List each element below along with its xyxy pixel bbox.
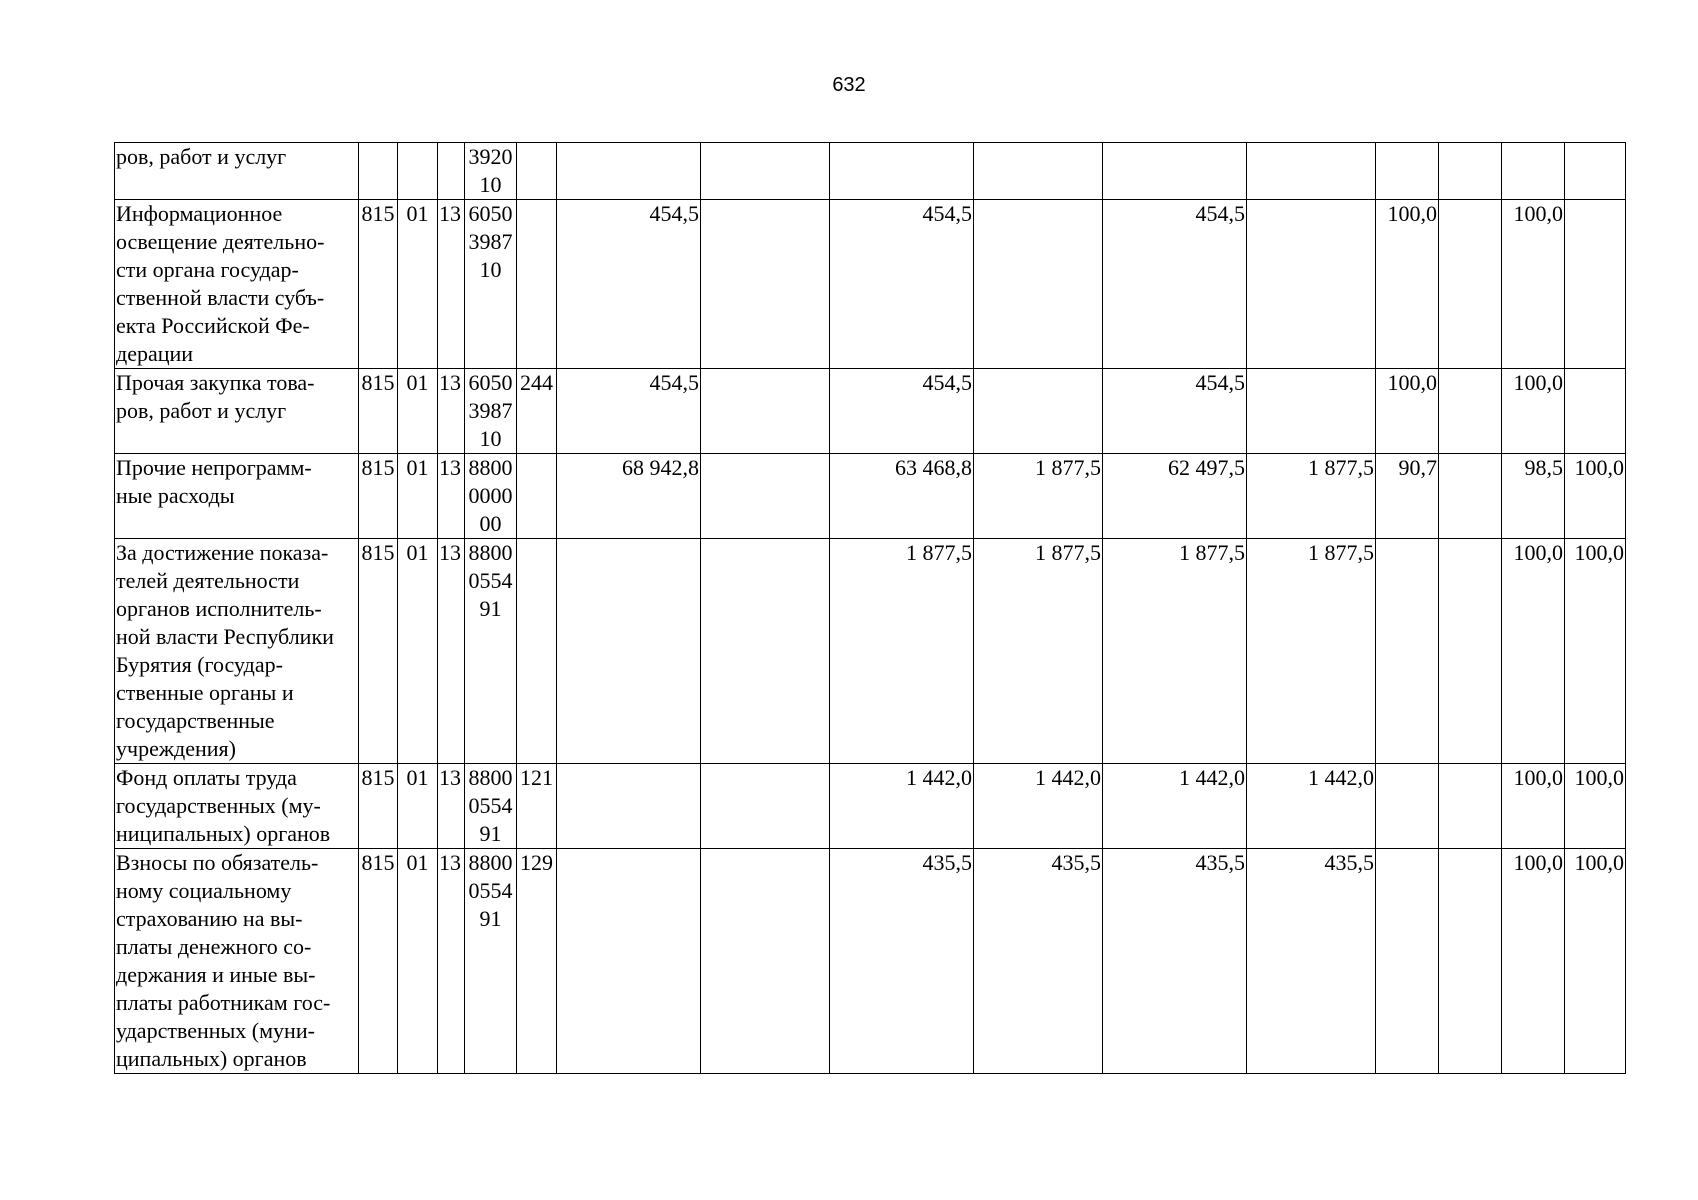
row-name-line: органов исполнитель- (116, 596, 322, 621)
amount-cell-c1: 454,5 (557, 369, 701, 454)
row-name-line: За достижение показа- (116, 540, 329, 565)
subsection-code: 13 (438, 764, 465, 849)
row-name-line: платы работникам гос- (116, 990, 331, 1015)
row-name-line: ному социальному (116, 878, 292, 903)
section-code (398, 143, 438, 200)
amount-cell-c9: 100,0 (1502, 849, 1565, 1074)
row-name-line: сти органа государ- (116, 257, 299, 282)
amount-cell-c4: 435,5 (974, 849, 1103, 1074)
subsection-code: 13 (438, 849, 465, 1074)
grbs-code: 815 (359, 849, 398, 1074)
expense-type-code (517, 454, 557, 539)
amount-cell-c9: 98,5 (1502, 454, 1565, 539)
amount-cell-c8 (1439, 200, 1502, 369)
row-name-line: телей деятельности (116, 568, 300, 593)
budget-table-body (115, 143, 1626, 1074)
row-name-line: ные расходы (116, 483, 235, 508)
amount-cell-c8 (1439, 849, 1502, 1074)
target-article-code (465, 143, 517, 200)
amount-cell-c3 (830, 143, 974, 200)
amount-cell-c3: 63 468,8 (830, 454, 974, 539)
target-article-code (465, 369, 517, 454)
target-article-code (465, 849, 517, 1074)
expense-type-code: 121 (517, 764, 557, 849)
row-name-line: ударственных (муни- (116, 1018, 315, 1043)
target-article-code-line: 10 (479, 426, 502, 451)
amount-cell-c5 (1103, 143, 1247, 200)
amount-cell-c8 (1439, 369, 1502, 454)
amount-cell-c10 (1565, 369, 1626, 454)
target-article-code-line: 3920 (468, 144, 513, 169)
amount-cell-c2 (701, 539, 830, 764)
expense-type-code (517, 200, 557, 369)
row-name-line: государственных (му- (116, 793, 321, 818)
row-name-line: ственной власти субъ- (116, 285, 325, 310)
section-code: 01 (398, 454, 438, 539)
amount-cell-c3: 435,5 (830, 849, 974, 1074)
target-article-code (465, 200, 517, 369)
section-code: 01 (398, 849, 438, 1074)
section-code: 01 (398, 369, 438, 454)
amount-cell-c4 (974, 369, 1103, 454)
subsection-code (438, 143, 465, 200)
row-name-line: Бурятия (государ- (116, 652, 283, 677)
amount-cell-c7 (1376, 849, 1439, 1074)
subsection-code: 13 (438, 454, 465, 539)
amount-cell-c1: 454,5 (557, 200, 701, 369)
row-name-line: ниципальных) органов (116, 821, 331, 846)
grbs-code: 815 (359, 764, 398, 849)
target-article-code-line: 91 (479, 821, 502, 846)
row-name-line: Взносы по обязатель- (116, 850, 319, 875)
amount-cell-c9 (1502, 143, 1565, 200)
amount-cell-c1 (557, 849, 701, 1074)
target-article-code-line: 8800 (468, 540, 513, 565)
amount-cell-c8 (1439, 539, 1502, 764)
table-row (115, 539, 1626, 764)
row-name-line: ров, работ и услуг (116, 144, 287, 169)
amount-cell-c1: 68 942,8 (557, 454, 701, 539)
grbs-code: 815 (359, 369, 398, 454)
amount-cell-c4: 1 442,0 (974, 764, 1103, 849)
amount-cell-c5: 435,5 (1103, 849, 1247, 1074)
row-name (115, 200, 359, 369)
expense-type-code (517, 143, 557, 200)
target-article-code (465, 764, 517, 849)
amount-cell-c4: 1 877,5 (974, 454, 1103, 539)
amount-cell-c5: 1 877,5 (1103, 539, 1247, 764)
amount-cell-c8 (1439, 454, 1502, 539)
row-name-line: Прочая закупка това- (116, 370, 315, 395)
amount-cell-c7: 90,7 (1376, 454, 1439, 539)
amount-cell-c10: 100,0 (1565, 454, 1626, 539)
subsection-code: 13 (438, 200, 465, 369)
amount-cell-c6: 1 877,5 (1247, 539, 1376, 764)
budget-table (114, 142, 1626, 1074)
row-name-line: государственные (116, 708, 275, 733)
target-article-code-line: 00 (479, 511, 502, 536)
row-name-line: ственные органы и (116, 680, 294, 705)
amount-cell-c9: 100,0 (1502, 539, 1565, 764)
amount-cell-c4 (974, 143, 1103, 200)
target-article-code-line: 8800 (468, 850, 513, 875)
amount-cell-c7 (1376, 764, 1439, 849)
target-article-code-line: 0000 (468, 483, 513, 508)
amount-cell-c2 (701, 143, 830, 200)
target-article-code-line: 10 (479, 257, 502, 282)
target-article-code (465, 539, 517, 764)
amount-cell-c9: 100,0 (1502, 764, 1565, 849)
amount-cell-c10: 100,0 (1565, 539, 1626, 764)
amount-cell-c8 (1439, 143, 1502, 200)
section-code: 01 (398, 539, 438, 764)
table-row (115, 849, 1626, 1074)
grbs-code: 815 (359, 539, 398, 764)
amount-cell-c2 (701, 849, 830, 1074)
amount-cell-c6 (1247, 143, 1376, 200)
row-name-line: Прочие непрограмм- (116, 455, 312, 480)
target-article-code-line: 91 (479, 596, 502, 621)
amount-cell-c10: 100,0 (1565, 764, 1626, 849)
expense-type-code: 129 (517, 849, 557, 1074)
row-name (115, 369, 359, 454)
row-name (115, 143, 359, 200)
table-row (115, 454, 1626, 539)
row-name-line: дерации (116, 341, 194, 366)
amount-cell-c6: 1 442,0 (1247, 764, 1376, 849)
amount-cell-c2 (701, 454, 830, 539)
subsection-code: 13 (438, 539, 465, 764)
amount-cell-c3: 1 877,5 (830, 539, 974, 764)
row-name-line: страхованию на вы- (116, 906, 303, 931)
amount-cell-c10 (1565, 200, 1626, 369)
amount-cell-c4: 1 877,5 (974, 539, 1103, 764)
amount-cell-c9: 100,0 (1502, 369, 1565, 454)
target-article-code-line: 3987 (468, 398, 513, 423)
row-name (115, 849, 359, 1074)
expense-type-code: 244 (517, 369, 557, 454)
amount-cell-c6 (1247, 200, 1376, 369)
amount-cell-c1 (557, 539, 701, 764)
amount-cell-c2 (701, 200, 830, 369)
table-row (115, 143, 1626, 200)
row-name-line: Фонд оплаты труда (116, 765, 297, 790)
grbs-code: 815 (359, 200, 398, 369)
amount-cell-c3: 454,5 (830, 200, 974, 369)
target-article-code-line: 3987 (468, 229, 513, 254)
section-code: 01 (398, 200, 438, 369)
table-row (115, 764, 1626, 849)
amount-cell-c3: 1 442,0 (830, 764, 974, 849)
target-article-code-line: 10 (479, 172, 502, 197)
table-row (115, 369, 1626, 454)
amount-cell-c6: 1 877,5 (1247, 454, 1376, 539)
amount-cell-c5: 1 442,0 (1103, 764, 1247, 849)
grbs-code (359, 143, 398, 200)
amount-cell-c9: 100,0 (1502, 200, 1565, 369)
amount-cell-c10 (1565, 143, 1626, 200)
subsection-code: 13 (438, 369, 465, 454)
target-article-code-line: 8800 (468, 765, 513, 790)
amount-cell-c1 (557, 143, 701, 200)
expense-type-code (517, 539, 557, 764)
amount-cell-c5: 454,5 (1103, 200, 1247, 369)
row-name-line: екта Российской Фе- (116, 313, 310, 338)
row-name-line: ров, работ и услуг (116, 398, 287, 423)
row-name-line: держания и иные вы- (116, 962, 316, 987)
amount-cell-c8 (1439, 764, 1502, 849)
grbs-code: 815 (359, 454, 398, 539)
row-name-line: платы денежного со- (116, 934, 312, 959)
row-name (115, 454, 359, 539)
amount-cell-c7: 100,0 (1376, 369, 1439, 454)
amount-cell-c7 (1376, 143, 1439, 200)
amount-cell-c1 (557, 764, 701, 849)
amount-cell-c6 (1247, 369, 1376, 454)
target-article-code-line: 0554 (468, 793, 513, 818)
target-article-code-line: 8800 (468, 455, 513, 480)
amount-cell-c7 (1376, 539, 1439, 764)
amount-cell-c2 (701, 764, 830, 849)
page-number: 632 (832, 74, 866, 96)
amount-cell-c2 (701, 369, 830, 454)
table-row (115, 200, 1626, 369)
row-name-line: ципальных) органов (116, 1046, 307, 1071)
section-code: 01 (398, 764, 438, 849)
row-name-line: Информационное (116, 201, 283, 226)
row-name (115, 764, 359, 849)
target-article-code-line: 6050 (468, 201, 513, 226)
amount-cell-c10: 100,0 (1565, 849, 1626, 1074)
row-name-line: освещение деятельно- (116, 229, 325, 254)
row-name (115, 539, 359, 764)
amount-cell-c7: 100,0 (1376, 200, 1439, 369)
target-article-code-line: 0554 (468, 568, 513, 593)
target-article-code-line: 91 (479, 906, 502, 931)
amount-cell-c6: 435,5 (1247, 849, 1376, 1074)
target-article-code-line: 0554 (468, 878, 513, 903)
target-article-code (465, 454, 517, 539)
amount-cell-c4 (974, 200, 1103, 369)
amount-cell-c5: 62 497,5 (1103, 454, 1247, 539)
row-name-line: учреждения) (116, 736, 236, 761)
target-article-code-line: 6050 (468, 370, 513, 395)
amount-cell-c5: 454,5 (1103, 369, 1247, 454)
row-name-line: ной власти Республики (116, 624, 334, 649)
amount-cell-c3: 454,5 (830, 369, 974, 454)
